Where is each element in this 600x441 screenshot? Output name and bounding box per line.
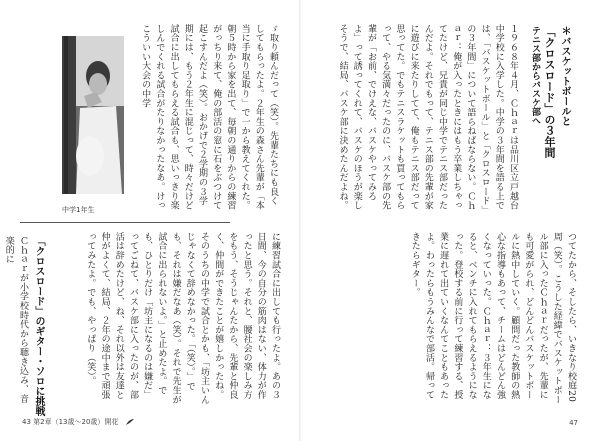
heading-line-2: テニス部からバスケ部へ	[530, 26, 540, 125]
chapter-heading	[527, 26, 572, 158]
heading-sub-line: ＊バスケットボールと	[559, 26, 570, 126]
left-page-number-chapter: 43 第2章（13歳〜20歳）開花	[22, 418, 119, 426]
left-body-top-text: ゞ取り頼んだって（笑）。先輩たちにも良くしてもらったよ。２年生の森さん先輩が「本当に手取り足取り」で一から教えてくれた。朝５時から家を出て、毎朝の通りからの練習がっちり来て、俺の部活の窓に石をぶつけて起こすんだよ（笑）。おかげで２学期の３学期には、もう２年生に混じって、時々だけど試合に出してもらえる試合も、思いっきり楽しんでくれる試合がたりなかったなあ。けっこういい大会の中学	[140, 24, 278, 210]
left-footer	[22, 417, 135, 427]
left-body-bottom-text: に練習試合に出しても行ったよ。あの３日間、今の自分の筋肉はない、体力が作ったと思う。それと、腰社会の楽しみ方をもう、そうじゃんたから、先輩と仲良く、仲間ができたことが嬉しかったね。そのうちの中学で試合とかも、「坊主いんじゃなくて辞めなかった。「（笑）。」でも、それは嫌だなあ（笑）。それで先生が試合に出られないよ。」と止めたよ。でも、ひとりだけ「坊主になるのは嫌だ」ってごねて、バスケ部に入ったのが、部活は辞めたけど、ね、それ以外は友達と仲がよくて、結局、２年の途中まで頑張ってみたよ。でも、やっぱり（笑）。	[85, 232, 280, 405]
left-lower-body-text: Ｃｈａｒが小学校時代から聴き込み、音楽的に	[3, 236, 28, 404]
right-page-number: 47	[569, 419, 578, 427]
photo-caption: 中学1年生	[62, 206, 95, 214]
right-page	[300, 0, 600, 441]
feather-icon	[125, 418, 135, 426]
right-body-bottom-text: つてたから、そしたら、いきなり校庭20周（笑）。こうした経緯でバスケットボール部に入ったＣｈａｒだったが、先輩にも可愛がられ、どんどんバスケットボールに熱中していく。顧問だった教師の熱心な指導もあって、チームはどんどん強くなっていった。Ｃｈａｒ：３年生になると、ベンチに入れてもらえるようになった。登校する前に行って練習する、授業に遅れて出ていくなんてこともあったよ。わったらもうみんなで部活。帰ってきたらギター。	[409, 232, 576, 405]
section-divider	[20, 222, 230, 223]
right-body-top-text: １９６８年４月、Ｃｈａｒは品川区立戸越台中学校に入学した。中学の３年間を語る上では、「バスケットボール」と「クロスロード」の３年間」について語らねばならない。Ｃｈａｒ：俺が入ったときにはもう卒業しちゃってたけど、兄貴が同じ中学でテニス部だったんだよ。それでもって、テニス部の先輩が家に遊びに来たりしてて、俺もテニス部だって思ってた。でもテニスラケットも買ってもらって、やる気満々だったのに、バスケ部の先輩が「お前、でけえな、バスケやってみろよ」って誘ってくれて、バスケのほうが楽しそうで、結局、バスケ部に決めたんだよね。	[337, 24, 518, 211]
student-photo-image	[62, 36, 124, 194]
heading-line-1: 「クロスロード」の３年間	[543, 26, 556, 158]
student-photo	[62, 36, 124, 194]
heading-line: 「クロスロード」のギター・ソロに挑戦	[33, 236, 44, 416]
section-heading-guitar-solo	[32, 236, 45, 416]
